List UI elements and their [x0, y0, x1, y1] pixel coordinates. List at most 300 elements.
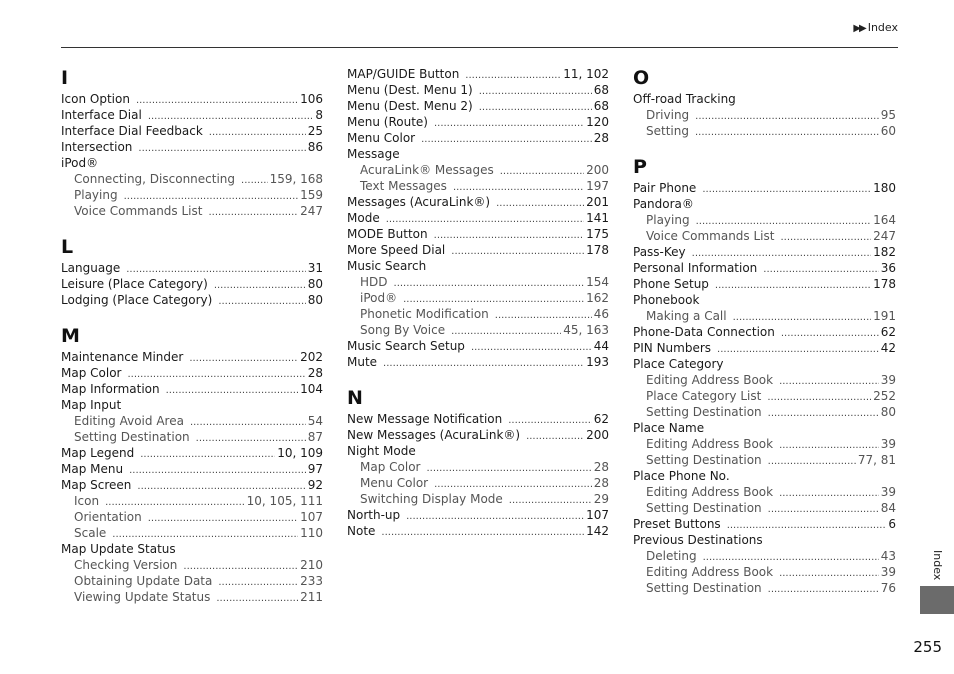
- entry-page-link[interactable]: 191: [873, 309, 896, 323]
- index-subentry[interactable]: [61, 525, 323, 541]
- dot-leader: [465, 68, 561, 84]
- entry-page-link[interactable]: 252: [873, 389, 896, 403]
- entry-label: Place Category: [633, 357, 724, 371]
- entry-label: Driving: [646, 108, 690, 122]
- section-letter: I: [61, 67, 69, 89]
- entry-page-link[interactable]: 68: [593, 83, 609, 97]
- entry-label: Menu (Route): [347, 115, 428, 129]
- dot-leader: [434, 228, 584, 244]
- index-subentry[interactable]: [633, 388, 896, 404]
- entry-label: Intersection: [61, 140, 133, 154]
- entry-label: Previous Destinations: [633, 533, 763, 547]
- entry-page-link[interactable]: 200: [586, 163, 609, 177]
- index-subentry[interactable]: [633, 372, 896, 388]
- dot-leader: [241, 173, 268, 189]
- dot-leader: [140, 447, 275, 463]
- entry-label: Menu Color: [347, 131, 416, 145]
- index-entry[interactable]: [61, 123, 323, 139]
- entry-page-link[interactable]: 46: [593, 307, 609, 321]
- index-entry[interactable]: [347, 427, 609, 443]
- index-subentry[interactable]: [633, 228, 896, 244]
- entry-label: New Message Notification: [347, 412, 503, 426]
- entry-label: Mute: [347, 355, 378, 369]
- entry-label: More Speed Dial: [347, 243, 446, 257]
- index-entry[interactable]: [61, 107, 323, 123]
- dot-leader: [381, 525, 584, 541]
- entry-page-link[interactable]: 92: [307, 478, 323, 492]
- dot-leader: [779, 486, 879, 502]
- dot-leader: [496, 196, 584, 212]
- dot-leader: [471, 340, 592, 356]
- index-entry[interactable]: [61, 139, 323, 155]
- entry-label: Setting Destination: [646, 581, 762, 595]
- entry-label: Off-road Tracking: [633, 92, 736, 106]
- entry-label: Obtaining Update Data: [74, 574, 213, 588]
- index-entry[interactable]: [347, 338, 609, 354]
- entry-label: Menu (Dest. Menu 2): [347, 99, 473, 113]
- entry-label: Icon: [74, 494, 100, 508]
- index-entry: [633, 532, 896, 548]
- entry-label: Lodging (Place Category): [61, 293, 213, 307]
- entry-page-link[interactable]: 42: [880, 341, 896, 355]
- index-entry[interactable]: [347, 523, 609, 539]
- entry-label: North-up: [347, 508, 401, 522]
- entry-label: Message: [347, 147, 400, 161]
- dot-leader: [426, 461, 591, 477]
- dot-leader: [138, 141, 305, 157]
- dot-leader: [190, 415, 306, 431]
- dot-leader: [779, 374, 879, 390]
- index-entry[interactable]: [61, 349, 323, 365]
- index-entry: [633, 91, 896, 107]
- index-entry[interactable]: [347, 354, 609, 370]
- entry-page-link[interactable]: 202: [300, 350, 323, 364]
- dot-leader: [209, 125, 306, 141]
- index-entry[interactable]: [347, 130, 609, 146]
- index-subentry[interactable]: [633, 308, 896, 324]
- entry-label: Scale: [74, 526, 107, 540]
- index-entry: [61, 155, 323, 171]
- index-entry[interactable]: [347, 226, 609, 242]
- entry-page-link[interactable]: 107: [300, 510, 323, 524]
- entry-page-link[interactable]: 104: [300, 382, 323, 396]
- entry-page-link[interactable]: 211: [300, 590, 323, 604]
- index-subentry[interactable]: [633, 580, 896, 596]
- index-subentry[interactable]: [633, 212, 896, 228]
- entry-page-link[interactable]: 80: [307, 277, 323, 291]
- entry-page-link[interactable]: 62: [593, 412, 609, 426]
- index-header-link[interactable]: [853, 21, 898, 34]
- entry-label: Making a Call: [646, 309, 727, 323]
- entry-page-link[interactable]: 29: [593, 492, 609, 506]
- entry-label: Language: [61, 261, 121, 275]
- section-letter: P: [633, 156, 647, 178]
- dot-leader: [779, 566, 879, 582]
- index-subentry[interactable]: [633, 548, 896, 564]
- index-entry: [633, 196, 896, 212]
- index-subentry[interactable]: [61, 203, 323, 219]
- index-entry[interactable]: [347, 507, 609, 523]
- entry-page-link[interactable]: 87: [307, 430, 323, 444]
- index-subentry[interactable]: [347, 491, 609, 507]
- entry-page-link[interactable]: 68: [593, 99, 609, 113]
- index-entry[interactable]: [61, 91, 323, 107]
- entry-label: Interface Dial: [61, 108, 142, 122]
- index-subentry[interactable]: [347, 162, 609, 178]
- dot-leader: [768, 454, 856, 470]
- index-entry: [347, 443, 609, 459]
- entry-label: Music Search: [347, 259, 427, 273]
- entry-page-link[interactable]: 86: [307, 140, 323, 154]
- entry-page-link[interactable]: 28: [307, 366, 323, 380]
- entry-label: Setting: [646, 124, 689, 138]
- dot-leader: [780, 230, 871, 246]
- entry-label: Phonetic Modification: [360, 307, 489, 321]
- entry-page-link[interactable]: 84: [880, 501, 896, 515]
- index-column-1: [61, 66, 323, 621]
- index-subentry[interactable]: [633, 404, 896, 420]
- entry-page-link[interactable]: 247: [300, 204, 323, 218]
- entry-page-link[interactable]: 54: [307, 414, 323, 428]
- entry-page-link[interactable]: 97: [307, 462, 323, 476]
- index-entry[interactable]: [61, 445, 323, 461]
- dot-leader: [763, 262, 878, 278]
- index-entry: [633, 292, 896, 308]
- dot-leader: [214, 278, 306, 294]
- entry-label: Setting Destination: [646, 501, 762, 515]
- entry-page-link[interactable]: 175: [586, 227, 609, 241]
- entry-page-link[interactable]: 107: [586, 508, 609, 522]
- index-entry[interactable]: [633, 180, 896, 196]
- index-entry: [633, 356, 896, 372]
- entry-label: Pandora®: [633, 197, 694, 211]
- entry-page-link[interactable]: 95: [880, 108, 896, 122]
- dot-leader: [218, 294, 305, 310]
- entry-page-link[interactable]: 28: [593, 460, 609, 474]
- entry-page-link[interactable]: 142: [586, 524, 609, 538]
- entry-label: Place Category List: [646, 389, 762, 403]
- entry-page-link[interactable]: 44: [593, 339, 609, 353]
- entry-page-link[interactable]: 178: [873, 277, 896, 291]
- entry-label: iPod®: [61, 156, 99, 170]
- header-divider: [61, 47, 898, 48]
- entry-page-link[interactable]: 31: [307, 261, 323, 275]
- page-number: 255: [913, 638, 942, 656]
- index-subentry[interactable]: [61, 589, 323, 605]
- entry-label: Personal Information: [633, 261, 758, 275]
- entry-page-link[interactable]: 11, 102: [563, 67, 609, 81]
- index-subentry[interactable]: [633, 123, 896, 139]
- dot-leader: [421, 132, 592, 148]
- entry-label: Interface Dial Feedback: [61, 124, 203, 138]
- dot-leader: [695, 109, 879, 125]
- entry-page-link[interactable]: 28: [593, 476, 609, 490]
- index-entry[interactable]: [61, 276, 323, 292]
- entry-label: Map Legend: [61, 446, 135, 460]
- entry-page-link[interactable]: 110: [300, 526, 323, 540]
- side-tab-label: Index: [931, 550, 944, 581]
- entry-page-link[interactable]: 76: [880, 581, 896, 595]
- dot-leader: [383, 356, 584, 372]
- index-subentry[interactable]: [347, 290, 609, 306]
- index-subentry[interactable]: [347, 322, 609, 338]
- entry-label: Orientation: [74, 510, 142, 524]
- entry-label: HDD: [360, 275, 388, 289]
- index-entry: [633, 468, 896, 484]
- entry-page-link[interactable]: 10, 105, 111: [246, 494, 323, 508]
- section-letter: L: [61, 236, 74, 258]
- entry-label: Night Mode: [347, 444, 416, 458]
- dot-leader: [509, 493, 592, 509]
- dot-leader: [451, 244, 584, 260]
- entry-label: Switching Display Mode: [360, 492, 503, 506]
- entry-label: Editing Address Book: [646, 565, 774, 579]
- entry-page-link[interactable]: 182: [873, 245, 896, 259]
- index-subentry[interactable]: [61, 493, 323, 509]
- entry-label: Map Color: [61, 366, 122, 380]
- entry-label: Phone Setup: [633, 277, 709, 291]
- entry-label: Preset Buttons: [633, 517, 721, 531]
- index-entry[interactable]: [347, 82, 609, 98]
- index-subentry[interactable]: [347, 178, 609, 194]
- entry-page-link[interactable]: 8: [315, 108, 323, 122]
- index-subentry[interactable]: [347, 306, 609, 322]
- dot-leader: [136, 93, 298, 109]
- entry-page-link[interactable]: 39: [880, 485, 896, 499]
- index-entry: [633, 420, 896, 436]
- entry-label: Viewing Update Status: [74, 590, 211, 604]
- entry-page-link[interactable]: 106: [300, 92, 323, 106]
- entry-page-link[interactable]: 62: [880, 325, 896, 339]
- dot-leader: [702, 182, 871, 198]
- index-subentry[interactable]: [61, 429, 323, 445]
- index-entry[interactable]: [347, 98, 609, 114]
- entry-label: Note: [347, 524, 376, 538]
- entry-label: Playing: [74, 188, 118, 202]
- entry-page-link[interactable]: 80: [307, 293, 323, 307]
- index-subentry[interactable]: [633, 500, 896, 516]
- index-subentry[interactable]: [61, 557, 323, 573]
- entry-page-link[interactable]: 201: [586, 195, 609, 209]
- entry-label: Playing: [646, 213, 690, 227]
- index-entry[interactable]: [61, 292, 323, 308]
- index-section: [61, 324, 323, 605]
- entry-label: Leisure (Place Category): [61, 277, 208, 291]
- index-entry: [347, 146, 609, 162]
- dot-leader: [189, 351, 298, 367]
- index-entry: [347, 258, 609, 274]
- index-entry[interactable]: [633, 244, 896, 260]
- dot-leader: [394, 276, 585, 292]
- entry-label: Checking Version: [74, 558, 178, 572]
- index-entry[interactable]: [633, 340, 896, 356]
- index-entry[interactable]: [61, 461, 323, 477]
- entry-label: iPod®: [360, 291, 398, 305]
- entry-label: Deleting: [646, 549, 697, 563]
- entry-label: Editing Address Book: [646, 485, 774, 499]
- dot-leader: [451, 324, 561, 340]
- index-subentry[interactable]: [61, 509, 323, 525]
- entry-page-link[interactable]: 80: [880, 405, 896, 419]
- entry-label: AcuraLink® Messages: [360, 163, 494, 177]
- index-subentry[interactable]: [633, 436, 896, 452]
- dot-leader: [166, 383, 298, 399]
- index-side-tab[interactable]: [920, 586, 954, 614]
- entry-label: Phone-Data Connection: [633, 325, 775, 339]
- entry-page-link[interactable]: 39: [880, 565, 896, 579]
- entry-page-link[interactable]: 36: [880, 261, 896, 275]
- entry-page-link[interactable]: 193: [586, 355, 609, 369]
- entry-page-link[interactable]: 180: [873, 181, 896, 195]
- entry-label: MAP/GUIDE Button: [347, 67, 460, 81]
- entry-page-link[interactable]: 43: [880, 549, 896, 563]
- index-subentry[interactable]: [633, 564, 896, 580]
- dot-leader: [767, 390, 871, 406]
- index-entry[interactable]: [347, 210, 609, 226]
- index-section: [347, 66, 609, 370]
- dot-leader: [768, 502, 879, 518]
- dot-leader: [148, 511, 298, 527]
- entry-page-link[interactable]: 197: [586, 179, 609, 193]
- index-entry[interactable]: [633, 260, 896, 276]
- entry-page-link[interactable]: 210: [300, 558, 323, 572]
- index-entry[interactable]: [633, 516, 896, 532]
- entry-label: Connecting, Disconnecting: [74, 172, 236, 186]
- entry-page-link[interactable]: 247: [873, 229, 896, 243]
- entry-label: MODE Button: [347, 227, 428, 241]
- entry-label: Setting Destination: [74, 430, 190, 444]
- entry-label: Editing Address Book: [646, 437, 774, 451]
- entry-label: Editing Address Book: [646, 373, 774, 387]
- entry-label: Messages (AcuraLink®): [347, 195, 491, 209]
- entry-page-link[interactable]: 39: [880, 437, 896, 451]
- entry-label: Map Information: [61, 382, 160, 396]
- entry-label: Song By Voice: [360, 323, 446, 337]
- entry-label: Editing Avoid Area: [74, 414, 184, 428]
- dot-leader: [218, 575, 298, 591]
- index-section: [61, 66, 323, 219]
- section-letter: O: [633, 67, 650, 89]
- dot-leader: [479, 100, 592, 116]
- entry-label: Pair Phone: [633, 181, 697, 195]
- index-section: [633, 66, 896, 139]
- entry-label: Menu (Dest. Menu 1): [347, 83, 473, 97]
- header-link-label: Index: [867, 21, 898, 34]
- section-letter: M: [61, 325, 80, 347]
- index-entry: [61, 541, 323, 557]
- entry-page-link[interactable]: 120: [586, 115, 609, 129]
- dot-leader: [768, 406, 879, 422]
- index-entry[interactable]: [633, 324, 896, 340]
- index-entry[interactable]: [61, 260, 323, 276]
- entry-label: Map Update Status: [61, 542, 176, 556]
- entry-label: PIN Numbers: [633, 341, 712, 355]
- dot-leader: [695, 125, 879, 141]
- index-entry[interactable]: [61, 381, 323, 397]
- index-subentry[interactable]: [61, 413, 323, 429]
- entry-label: Map Screen: [61, 478, 132, 492]
- dot-leader: [479, 84, 592, 100]
- index-subentry[interactable]: [347, 459, 609, 475]
- entry-page-link[interactable]: 159: [300, 188, 323, 202]
- dot-leader: [129, 463, 306, 479]
- dot-leader: [768, 582, 879, 598]
- entry-page-link[interactable]: 233: [300, 574, 323, 588]
- entry-page-link[interactable]: 178: [586, 243, 609, 257]
- dot-leader: [406, 509, 584, 525]
- dot-leader: [526, 429, 584, 445]
- index-entry[interactable]: [347, 242, 609, 258]
- index-entry[interactable]: [61, 477, 323, 493]
- entry-page-link[interactable]: 25: [307, 124, 323, 138]
- index-entry[interactable]: [347, 66, 609, 82]
- entry-label: Place Phone No.: [633, 469, 730, 483]
- index-section: [347, 386, 609, 539]
- entry-label: Text Messages: [360, 179, 447, 193]
- dot-leader: [216, 591, 298, 607]
- entry-label: Phonebook: [633, 293, 700, 307]
- entry-page-link[interactable]: 10, 109: [277, 446, 323, 460]
- entry-page-link[interactable]: 154: [586, 275, 609, 289]
- entry-label: Map Color: [360, 460, 421, 474]
- entry-label: Setting Destination: [646, 453, 762, 467]
- index-entry[interactable]: [347, 114, 609, 130]
- index-column-2: [347, 66, 609, 555]
- entry-label: Setting Destination: [646, 405, 762, 419]
- dot-leader: [208, 205, 298, 221]
- index-column-3: [633, 66, 896, 612]
- index-section: [61, 235, 323, 308]
- index-subentry[interactable]: [633, 484, 896, 500]
- entry-label: Place Name: [633, 421, 705, 435]
- entry-page-link[interactable]: 200: [586, 428, 609, 442]
- index-subentry[interactable]: [347, 475, 609, 491]
- entry-label: Icon Option: [61, 92, 130, 106]
- entry-page-link[interactable]: 141: [586, 211, 609, 225]
- entry-label: Maintenance Minder: [61, 350, 184, 364]
- index-section: [633, 155, 896, 596]
- entry-page-link[interactable]: 162: [586, 291, 609, 305]
- index-subentry[interactable]: [61, 187, 323, 203]
- entry-page-link[interactable]: 6: [888, 517, 896, 531]
- dot-leader: [781, 326, 879, 342]
- index-subentry[interactable]: [633, 107, 896, 123]
- entry-page-link[interactable]: 39: [880, 373, 896, 387]
- index-entry[interactable]: [61, 365, 323, 381]
- entry-page-link[interactable]: 77, 81: [857, 453, 896, 467]
- entry-page-link[interactable]: 159, 168: [269, 172, 323, 186]
- entry-label: New Messages (AcuraLink®): [347, 428, 521, 442]
- entry-page-link[interactable]: 164: [873, 213, 896, 227]
- entry-label: Pass-Key: [633, 245, 686, 259]
- index-subentry[interactable]: [61, 171, 323, 187]
- index-entry[interactable]: [347, 194, 609, 210]
- dot-leader: [500, 164, 584, 180]
- entry-page-link[interactable]: 28: [593, 131, 609, 145]
- index-subentry[interactable]: [633, 452, 896, 468]
- entry-page-link[interactable]: 45, 163: [563, 323, 609, 337]
- index-subentry[interactable]: [347, 274, 609, 290]
- index-subentry[interactable]: [61, 573, 323, 589]
- dot-leader: [434, 116, 584, 132]
- dot-leader: [717, 342, 879, 358]
- index-entry[interactable]: [347, 411, 609, 427]
- entry-label: Voice Commands List: [646, 229, 775, 243]
- index-entry[interactable]: [633, 276, 896, 292]
- dot-leader: [715, 278, 871, 294]
- entry-label: Menu Color: [360, 476, 429, 490]
- entry-page-link[interactable]: 60: [880, 124, 896, 138]
